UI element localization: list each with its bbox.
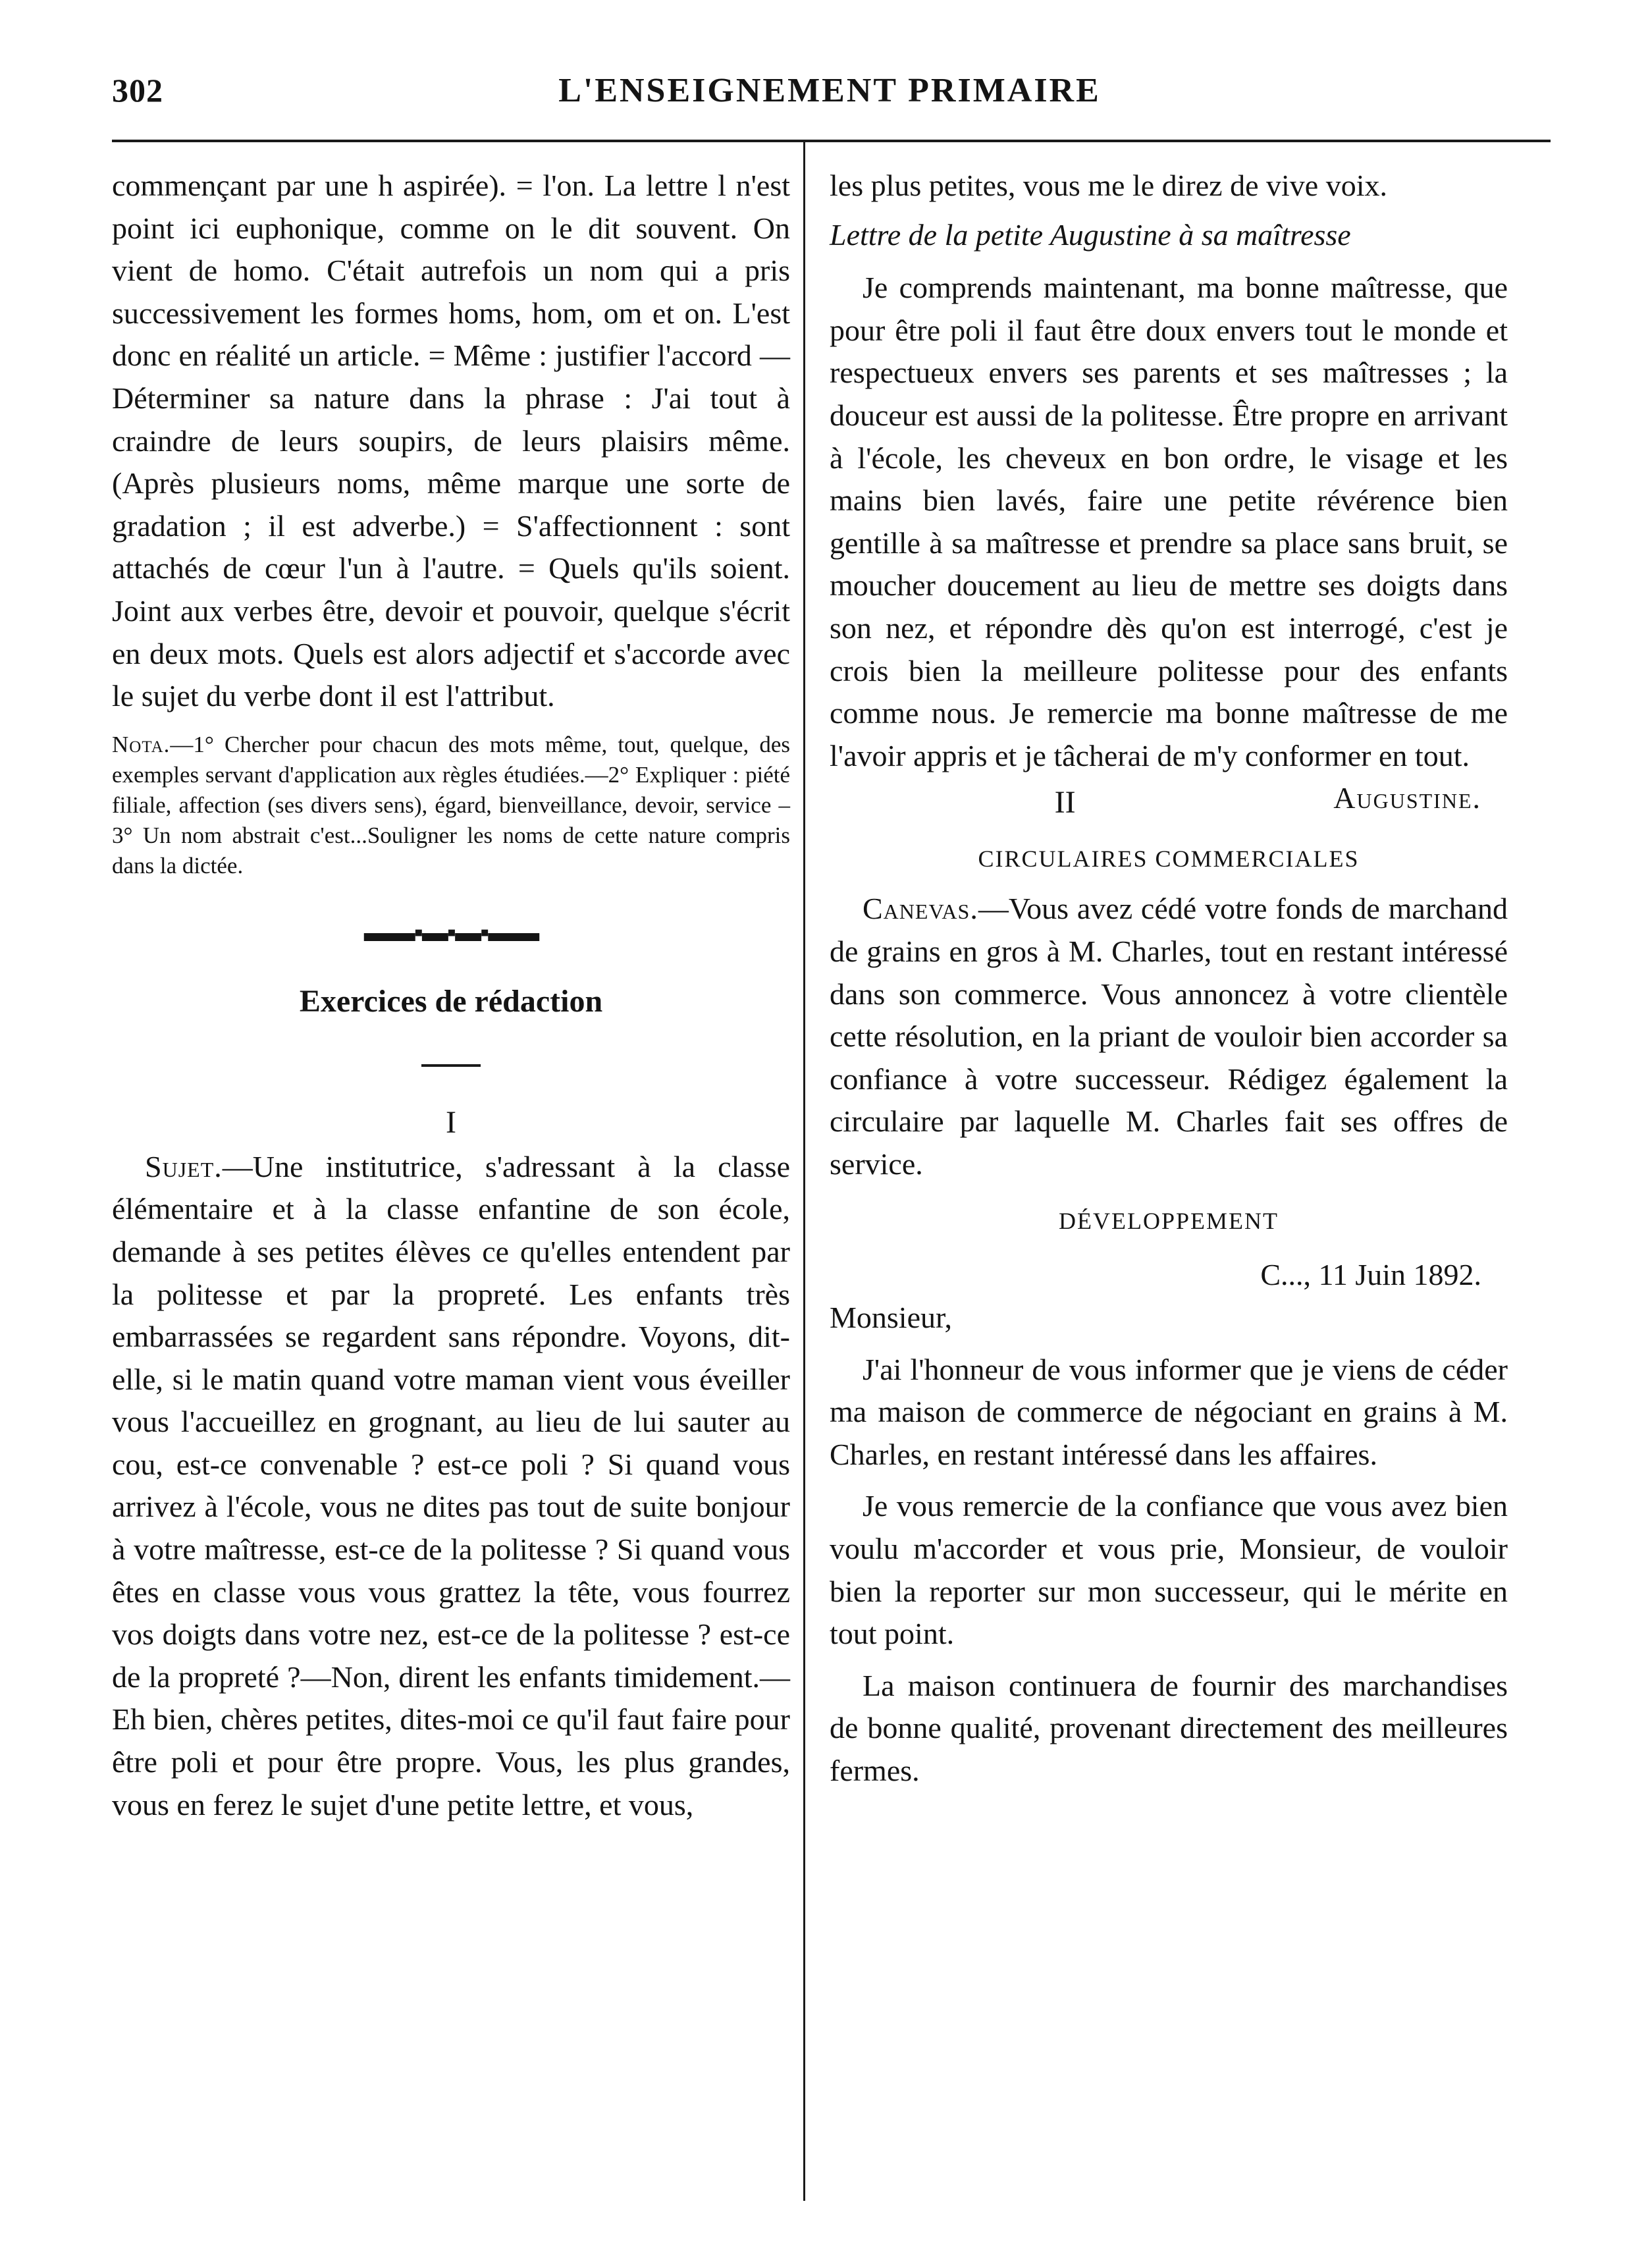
letter-body	[830, 267, 1508, 815]
subject-label: Sujet.	[145, 1149, 223, 1183]
sub-heading: CIRCULAIRES COMMERCIALES	[978, 846, 1360, 873]
ornament-divider: ▬▬▪▬▪▬▪▬▬	[363, 917, 539, 947]
journal-title: L'ENSEIGNEMENT PRIMAIRE	[558, 72, 1101, 109]
nota-text: —1° Chercher pour chacun des mots même, tout, quelque, des exemples servant d'application aux règles étudiées.—2° Expliquer : piété filiale, affection (ses divers sens), égard, bienveillance, devoir, service – 3° Un nom abstrait c'est...Souligner les noms de cette nature compris dans la dictée.	[112, 731, 790, 878]
letter-title: Lettre de la petite Augustine à sa maîtresse	[830, 217, 1351, 252]
nota-label: Nota.	[112, 731, 171, 757]
column-divider	[803, 140, 805, 2201]
section-heading: Exercices de rédaction	[299, 983, 603, 1019]
salutation: Monsieur,	[830, 1301, 952, 1335]
development-heading: DÉVELOPPEMENT	[1059, 1208, 1279, 1235]
letter-text: Je comprends maintenant, ma bonne maîtresse, que pour être poli il faut être doux envers tout le monde et respectueux envers ses parents et ses maîtresses ; la douceur est aussi de la politesse. Être propre en arrivant à l'école, les cheveux en bon ordre, le visage et les mains bien lavés, faire une petite révérence bien gentille à sa maîtresse et prendre sa place sans bruit, se moucher doucement au lieu de mettre ses doigts dans son nez, et répondre dès qu'on est interrogé, c'est je crois bien la meilleure politesse pour des enfants comme nous. Je remercie ma bonne maîtresse de me l'avoir appris et je tâcherai de m'y conformer en tout.	[830, 271, 1508, 772]
dateline: C..., 11 Juin 1892.	[1260, 1258, 1481, 1292]
subject-text: —Une institutrice, s'adressant à la classe élémentaire et à la classe enfantine de son école, demande à ses petites élèves ce qu'elles entendent par la politesse et par la propreté. Les enfants très embarrassées se regardent sans répondre. Voyons, dit-elle, si le matin quand votre maman vient vous éveiller vous l'accueillez en grognant, au lieu de lui sauter au cou, est-ce convenable ? est-ce poli ? Si quand vous arrivez à l'école, vous ne dites pas tout de suite bonjour à votre maîtresse, est-ce de la politesse ? Si quand vous êtes en classe vous vous grattez la tête, vous fourrez vos doigts dans votre nez, est-ce de la politesse ? est-ce de la propreté ?—Non, dirent les enfants timidement.—Eh bien, chères petites, dites-moi ce qu'il faut faire pour être poli et pour être propre. Vous, les plus grandes, vous en ferez le sujet d'une petite lettre, et vous,	[112, 1149, 790, 1822]
grammar-notes-paragraph: commençant par une h aspirée). = l'on. La lettre l n'est point ici euphonique, comme on le dit souvent. On vient de homo. C'était autrefois un nom qui a pris successivement les formes homs, hom, om et on. L'est donc en réalité un article. = Même : justifier l'accord —Déterminer sa nature dans la phrase : J'ai tout à craindre de leurs soupirs, de leurs plaisirs même. (Après plusieurs noms, même marque une sorte de gradation ; il est adverbe.) = S'affectionnent : sont attachés de cœur l'un à l'autre. = Quels qu'ils soient. Joint aux verbes être, devoir et pouvoir, quelque s'écrit en deux mots. Quels est alors adjectif et s'accorde avec le sujet du verbe dont il est l'attribut.	[112, 169, 790, 713]
letter-paragraph-3: La maison continuera de fournir des marchandises de bonne qualité, provenant directement des meilleures fermes.	[830, 1668, 1508, 1787]
exercise-numeral-1: I	[446, 1104, 456, 1140]
letter-paragraph-1: J'ai l'honneur de vous informer que je viens de céder ma maison de commerce de négociant en grains à M. Charles, en restant intéressé dans les affaires.	[830, 1352, 1508, 1471]
left-column	[112, 165, 790, 1826]
exercise-numeral-2: II	[1054, 785, 1076, 821]
nota-paragraph	[112, 730, 790, 881]
canvas-label: Canevas.	[863, 892, 978, 926]
subject-paragraph	[112, 1146, 790, 1827]
header-rule	[112, 140, 1551, 142]
canvas-text: —Vous avez cédé votre fonds de marchand de grains en gros à M. Charles, tout en restant intéressé dans son commerce. Vous annoncez à votre clientèle cette résolution, en la priant de vouloir bien accorder sa confiance à votre successeur. Rédigez également la circulaire par laquelle M. Charles fait ses offres de service.	[830, 892, 1508, 1181]
short-rule	[421, 1064, 481, 1067]
continued-paragraph: les plus petites, vous me le direz de vive voix.	[830, 169, 1387, 202]
right-column	[830, 165, 1508, 1793]
running-head	[112, 71, 1547, 124]
canvas-paragraph	[830, 888, 1508, 1185]
letter-paragraph-2: Je vous remercie de la confiance que vous avez bien voulu m'accorder et vous prie, Monsieur, de vouloir bien la reporter sur mon successeur, qui le mérite en tout point.	[830, 1489, 1508, 1651]
signature: Augustine.	[1333, 781, 1481, 815]
page-number: 302	[112, 72, 163, 109]
